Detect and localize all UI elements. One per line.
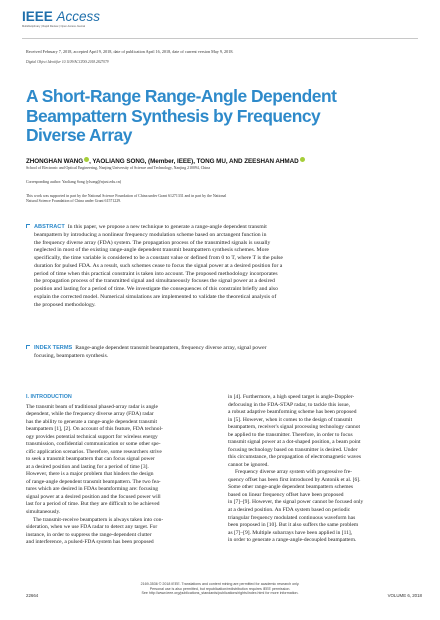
body-line: a robust adaptive beamforming scheme has been proposed	[228, 409, 357, 416]
body-line: quency offset has been first introduced by Antonik et al. [6].	[228, 476, 361, 483]
author-names-rest: , YAOLIANG SONG, (Member, IEEE), TONG MU, AND ZEESHAN AHMAD	[89, 158, 299, 165]
index-terms-line: INDEX TERMS Range-angle dependent transmit beampattern, frequency diverse array, signal power	[34, 345, 267, 351]
abstract-line: the propagation process of the transmitted signal and simultaneously focuses the signal power at a desired	[34, 278, 275, 285]
body-line: in [5]. However, when it comes to the design of transmit	[228, 416, 353, 423]
header-divider	[22, 38, 418, 39]
body-line: triangular frequency modulated continuous waveform has	[228, 514, 356, 521]
abstract-line: neglected in most of the existing range-angle dependent transmit beampattern synthesis schemes. More	[34, 247, 269, 254]
abstract-line: explain the corrected model. Numerical simulations are implemented to validate the theoretical analysis of	[34, 293, 277, 300]
index-terms-heading: INDEX TERMS	[34, 345, 73, 351]
body-line: in [7]–[9]. However, the signal power cannot be focused only	[228, 499, 364, 506]
body-line: cannot be ignored.	[228, 461, 269, 468]
body-line: been proposed in [10]. But it also suffers the same problem	[228, 522, 359, 529]
body-line: cific application scenarios. Therefore, some researchers strive	[26, 448, 162, 455]
funding-note	[26, 194, 416, 204]
affiliation: School of Electronic and Optical Engineering, Nanjing University of Science and Technology, Nanjing 210094, China	[26, 166, 211, 170]
body-line: at a desired position and lasting for a period of time [3].	[26, 463, 149, 470]
index-terms-line: focusing, beampattern synthesis.	[34, 352, 109, 359]
section-corner-mark	[26, 224, 30, 228]
logo-ieee-text: IEEE	[22, 9, 53, 24]
abstract-section	[26, 224, 422, 309]
abstract-line: ABSTRACT In this paper, we propose a new technique to generate a range-angle dependent transmit	[34, 224, 267, 230]
body-line: at a desired position. An FDA system based on periodic	[228, 506, 351, 513]
body-line: tures which are desired in FDAs beamforming are: focusing	[26, 486, 158, 493]
abstract-line: position and lasting for a period of time. We investigate the consequences of this constraint briefly and also	[34, 286, 278, 292]
body-column-left	[26, 394, 220, 547]
body-line: However, there is a major problem that hinders the design	[26, 471, 154, 478]
abstract-line: the frequency diverse array (FDA) system. The propagation process of the transmitted signals is usually	[34, 239, 271, 246]
body-line: ogy provides potential technical support for wireless energy	[26, 433, 158, 440]
index-terms-text	[26, 345, 422, 361]
body-line: has the ability to generate a range-angle dependent transmit	[26, 418, 158, 425]
author-name: ZHONGHAN WANG	[26, 158, 84, 165]
volume-label: VOLUME 6, 2018	[387, 593, 422, 598]
orcid-icon[interactable]	[84, 157, 89, 162]
abstract-line: the proposed methodology.	[34, 301, 96, 308]
orcid-icon[interactable]	[300, 157, 305, 162]
body-line: last for a period of time. But they are difficult to be achieved	[26, 501, 160, 508]
body-line: in [4]. Furthermore, a high speed target is angle-Doppler-	[228, 394, 355, 400]
body-line: defocusing in the FDA-STAP radar, to tackle this issue,	[228, 401, 350, 408]
body-line: instance, in order to suppress the range-dependent clutter	[26, 531, 152, 538]
journal-header	[22, 10, 422, 40]
body-line: beampattern, receiver's signal processing technology cannot	[228, 424, 361, 431]
body-line: of range-angle dependent transmit beampattern. The two fea-	[26, 478, 161, 485]
body-line: signal power at a desired position and the focused power will	[26, 493, 161, 500]
doi-line: Digital Object Identifier 10.1109/ACCESS.2018.2827079	[26, 60, 109, 64]
index-terms-section	[26, 345, 422, 361]
abstract-line: beampattern by introducing a nonlinear frequency modulation scheme based on arctangent function in	[34, 231, 267, 238]
logo-tagline: Multidisciplinary | Rapid Review | Open Access Journal	[22, 25, 86, 28]
body-line: transmission, confidential communication or some other spe-	[26, 441, 161, 448]
license-notice	[100, 582, 340, 596]
body-line: in order to generate a range-angle-decoupled beampattern.	[228, 537, 357, 544]
body-line: transmit signal power at a dot-shaped position, a beam point	[228, 439, 361, 446]
page-number: 22664	[26, 593, 39, 598]
body-line: Frequency diverse array system with progressive fre-	[235, 469, 352, 476]
body-line: based on linear frequency offset have been proposed	[228, 491, 344, 498]
license-line: Personal use is also permitted, but republication/redistribution requires IEEE permission.	[149, 586, 291, 591]
body-line: The transmit beam of traditional phased-array radar is angle	[26, 403, 158, 410]
body-line: sideration, when we use FDA radar to detect any target. For	[26, 524, 158, 531]
funding-line: This work was supported in part by the National Science Foundation of China under Grant 61271331 and in part by the National	[26, 194, 227, 198]
author-list	[26, 157, 305, 165]
body-line: and interference, a pulsed-FDA system has been proposed	[26, 539, 154, 546]
section-corner-mark	[26, 345, 30, 349]
abstract-text	[26, 224, 422, 309]
abstract-heading: ABSTRACT	[34, 224, 65, 230]
page-footer	[0, 582, 440, 612]
body-line: simultaneously.	[26, 508, 61, 515]
abstract-line: period of time when this practical constraint is taken into account. The proposed methodology incorporates	[34, 270, 278, 277]
funding-line: Natural Science Foundation of China under Grant 61571229.	[26, 199, 122, 204]
body-line: beampattern [1], [2]. On account of this feature, FDA technol-	[26, 426, 163, 433]
body-line: dependent, while the frequency diverse array (FDA) radar	[26, 411, 154, 418]
corresponding-author: Corresponding author: Yaoliang Song (ylsong@njust.edu.cn)	[26, 180, 122, 184]
section-heading-introduction: I. INTRODUCTION	[26, 394, 72, 400]
license-link-line[interactable]: See http://www.ieee.org/publications_standards/publications/rights/index.html for more information.	[141, 591, 299, 596]
title-line: Diverse Array	[26, 125, 132, 145]
body-line: this circumstance, the propagation of electromagnetic waves	[228, 454, 362, 461]
title-line: Beampattern Synthesis by Frequency	[26, 105, 321, 126]
body-line: to seek a transmit beampattern that can focus signal power	[26, 456, 155, 463]
body-column-right	[228, 394, 422, 545]
title-line: A Short-Range Range-Angle Dependent	[26, 86, 337, 106]
logo-access-text: Access	[56, 9, 101, 24]
paper-title	[26, 87, 356, 146]
abstract-line: specifically, the time variable is considered to be a constant value or defined from 0 to T, where T is the pulse	[34, 255, 283, 261]
license-line: 2169-3536 © 2018 IEEE. Translations and content mining are permitted for academic research only.	[140, 582, 300, 586]
ieee-access-logo	[22, 10, 422, 24]
body-line: be applied to the transmitter. Therefore, in order to focus	[228, 431, 353, 438]
body-line: The transmit-receive beampattern is always taken into con-	[33, 516, 164, 523]
body-line: Some other range-angle dependent beampattern schemes	[228, 484, 354, 491]
abstract-line: duration for pulsed FDA. As a result, such schemes cease to focus the signal power at a desired position for a	[34, 262, 283, 269]
publication-dates: Received February 7, 2018, accepted April 9, 2018, date of publication April 16, 2018, date of current version May 9, 2018.	[26, 49, 234, 54]
body-line: focusing technology based on transmitter is desired. Under	[228, 446, 358, 453]
body-line: as [7]–[9]. Multiple subarrays have been applied in [11],	[228, 529, 353, 536]
